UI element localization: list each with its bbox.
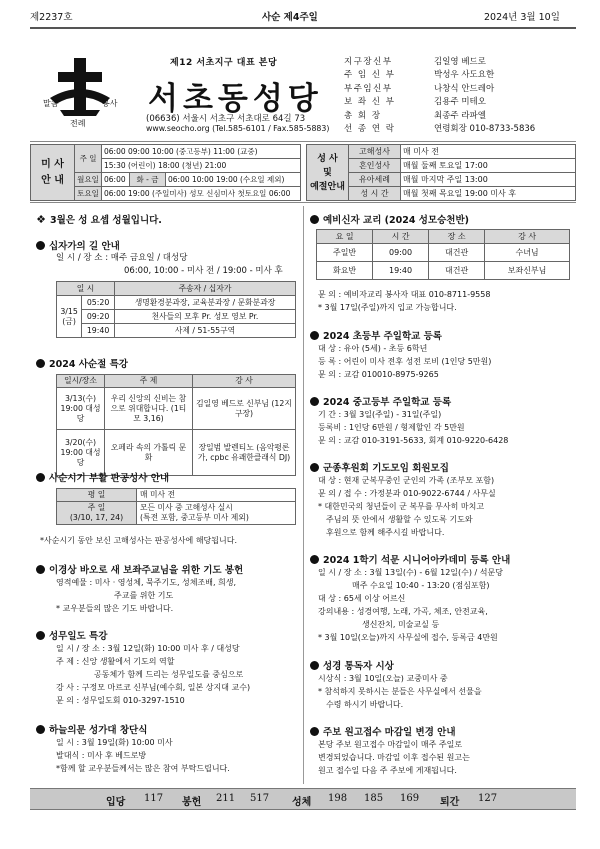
bullet-icon bbox=[36, 241, 45, 250]
bullet-icon bbox=[310, 727, 319, 736]
section-military-prayer: 군종후원회 기도모임 회원모집 bbox=[310, 460, 449, 474]
senior-note: * 3월 10일(오늘)까지 사무실에 접수, 등록금 4만원 bbox=[318, 633, 498, 642]
senior-content: 강의내용 : 성경여행, 노래, 가곡, 체조, 안전교육, bbox=[318, 607, 488, 616]
award-ceremony: 시상식 : 3월 10일(오늘) 교중미사 중 bbox=[318, 674, 448, 683]
entry-label: 입당 bbox=[106, 797, 126, 808]
highschool-fee: 등록비 : 1인당 6만원 / 형제할인 각 5만원 bbox=[318, 423, 465, 432]
star-icon: ❖ bbox=[36, 212, 46, 226]
stations-table: 일 시 주송자 / 십자가 3/15 (금) 05:20 생명환경분과장, 교육분과장 / 문화분과장 09:20 천사들의 모후 Pr. 성모 영보 Pr. 19:40 사제 / 51-55구역 bbox=[56, 281, 296, 338]
senior-time: 일 시 / 장 소 : 3월 13일(수) - 6월 12일(수) / 석문당 bbox=[318, 568, 503, 577]
header-divider bbox=[30, 141, 576, 142]
exit-label: 퇴간 bbox=[440, 797, 460, 808]
section-senior-academy: 2024 1학기 석문 시니어아카데미 등록 안내 bbox=[310, 552, 510, 566]
communion-value-3: 169 bbox=[400, 793, 420, 804]
parish-title: 서초동성당 bbox=[148, 81, 323, 117]
bullet-icon bbox=[36, 725, 45, 734]
statistics-footer bbox=[30, 788, 576, 810]
award-note-2: 수령 하시기 바랍니다. bbox=[326, 700, 404, 709]
section-joseph-month: ❖ 3월은 성 요셉 성월입니다. bbox=[36, 212, 162, 226]
office-contact: 문 의 : 성무일도회 010-3297-1510 bbox=[56, 696, 185, 705]
staff-row: 선 종 연 락 연령회장 010-8733-5836 bbox=[344, 123, 536, 134]
bullet-icon bbox=[36, 359, 45, 368]
district-subtitle: 제12 서초지구 대표 본당 bbox=[170, 58, 278, 68]
column-divider bbox=[303, 206, 304, 784]
section-lent-lecture: 2024 사순절 특강 bbox=[36, 356, 128, 370]
communion-value-1: 198 bbox=[328, 793, 348, 804]
choir-time: 일 시 : 3월 19일(화) 10:00 미사 bbox=[56, 738, 173, 747]
catechumen-contact: 문 의 : 예비자교리 봉사자 대표 010-8711-9558 bbox=[318, 290, 491, 299]
military-note-1: * 대한민국의 청년들이 군 복무를 무사히 마치고 bbox=[318, 502, 485, 511]
choir-ceremony: 발대식 : 미사 후 베드로방 bbox=[56, 751, 147, 760]
sacrament-table: 성 사 및 예절안내 고해성사 매 미사 전 혼인성사 매월 둘째 토요일 17:00 유아세례 매월 마지막 주일 13:00 성 시 간 매월 첫째 목요일 19:00 미사 후 bbox=[306, 144, 576, 201]
section-confession: 사순시기 부활 판공성사 안내 bbox=[36, 470, 169, 484]
military-note-2: 주님의 뜻 안에서 생활할 수 있도록 기도와 bbox=[326, 515, 473, 524]
elementary-registration: 등 록 : 어린이 미사 전후 성전 로비 (1인당 5만원) bbox=[318, 357, 492, 366]
bullet-icon bbox=[36, 631, 45, 640]
bullet-icon bbox=[36, 565, 45, 574]
bullet-icon bbox=[310, 397, 319, 406]
office-topic: 주 제 : 신앙 생활에서 기도의 역할 bbox=[56, 657, 175, 666]
mass-schedule-table: 미 사 안 내 주 일 06:00 09:00 10:00 (중고등부) 11:00 (교중) 15:30 (어린이) 18:00 (청년) 21:00 월요일 06:00 화 - 금 06:00 10:00 19:00 (수요일 제외) 토요일 06:00 19:00 (주일미사) 성모 신심미사 첫토요일 06:00 bbox=[30, 144, 301, 201]
catechumen-note: * 3월 17일(주일)까지 입교 가능합니다. bbox=[318, 303, 457, 312]
military-contact: 문 의 / 접 수 : 가정분과 010-9022-6744 / 사무실 bbox=[318, 489, 496, 498]
deadline-line-3: 원고 접수일 다음 주 주보에 게재됩니다. bbox=[318, 766, 457, 775]
deadline-line-2: 변경되었습니다. 마감일 이후 접수된 원고는 bbox=[318, 753, 470, 762]
logo-text-left: 말씀 bbox=[43, 99, 59, 108]
lecture-table: 일시/장소 주 제 강 사 3/13(수) 19:00 대성당 우리 신앙의 신비는 참으로 위대합니다. (1티모 3,16) 김일영 베드로 신부님 (12지구장) 3/20(수) 19:00 대성당 오페라 속의 가톨릭 문화 장일범 발렌티노 (음악평론가, cpbc 유쾌한클래식 DJ) bbox=[56, 374, 296, 476]
bullet-icon bbox=[310, 331, 319, 340]
military-target: 대 상 : 현재 군복무중인 군인의 가족 (조부모 포함) bbox=[318, 476, 495, 485]
military-note-3: 후원으로 함께 해주시길 바랍니다. bbox=[326, 528, 445, 537]
senior-content-2: 생신잔치, 미술교실 등 bbox=[362, 620, 440, 629]
section-catechumen: 예비신자 교리 (2024 성모승천반) bbox=[310, 212, 469, 226]
offering-label: 봉헌 bbox=[182, 797, 202, 808]
parish-address: (06636) 서울시 서초구 서초대로 64길 73 bbox=[146, 114, 306, 124]
section-bishop-prayer: 이경상 바오로 새 보좌주교님을 위한 기도 봉헌 bbox=[36, 562, 243, 576]
offering-value-2: 517 bbox=[250, 793, 270, 804]
highschool-contact: 문 의 : 교감 010-3191-5633, 회계 010-9220-6428 bbox=[318, 436, 509, 445]
elementary-contact: 문 의 : 교감 010010-8975-9265 bbox=[318, 370, 439, 379]
section-elementary-registration: 2024 초등부 주일학교 등록 bbox=[310, 328, 442, 342]
senior-target: 대 상 : 65세 이상 어르신 bbox=[318, 594, 406, 603]
communion-value-2: 185 bbox=[364, 793, 384, 804]
bullet-icon bbox=[310, 555, 319, 564]
communion-label: 성체 bbox=[292, 797, 312, 808]
office-topic-2: 공동체가 함께 드리는 성무일도를 중심으로 bbox=[94, 670, 244, 679]
section-bulletin-deadline: 주보 원고접수 마감일 변경 안내 bbox=[310, 724, 456, 738]
bullet-icon bbox=[310, 661, 319, 670]
stations-info: 일 시 / 장 소 : 매주 금요일 / 대성당 bbox=[56, 253, 188, 263]
staff-row: 부주임신부 나창식 안드레아 bbox=[344, 83, 495, 94]
staff-row: 총 회 장 최종주 라파엘 bbox=[344, 110, 486, 121]
bishop-offerings: 영적예물 : 미사 · 영성체, 묵주기도, 성체조배, 희생, bbox=[56, 578, 237, 587]
issue-number: 제2237호 bbox=[30, 12, 73, 23]
award-note-1: * 참석하지 못하시는 분들은 사무실에서 선물을 bbox=[318, 687, 482, 696]
parish-logo bbox=[30, 58, 130, 128]
bullet-icon bbox=[310, 215, 319, 224]
section-choir: 하늘의문 성가대 창단식 bbox=[36, 722, 147, 736]
liturgical-week: 사순 제4주일 bbox=[262, 12, 318, 23]
staff-row: 보 좌 신 부 김용주 미테오 bbox=[344, 97, 486, 108]
deadline-line-1: 본당 주보 원고접수 마감일이 매주 주일로 bbox=[318, 740, 463, 749]
section-highschool-registration: 2024 중고등부 주일학교 등록 bbox=[310, 394, 451, 408]
logo-text-right: 봉사 bbox=[102, 99, 118, 108]
staff-list bbox=[344, 55, 584, 135]
offering-value-1: 211 bbox=[216, 793, 236, 804]
entry-value: 117 bbox=[144, 793, 164, 804]
catechumen-table: 요 일 시 간 장 소 강 사 주일반 09:00 대건관 수녀님 화요반 19:40 대건관 보좌신부님 bbox=[316, 229, 570, 280]
bishop-note: * 교우분들의 많은 기도 바랍니다. bbox=[56, 604, 174, 613]
mass-label: 미 사 안 내 bbox=[31, 145, 75, 201]
elementary-target: 대 상 : 유아 (5세) - 초등 6학년 bbox=[318, 344, 428, 353]
section-stations-cross: 십자가의 길 안내 bbox=[36, 238, 120, 252]
section-bible-award: 성경 통독자 시상 bbox=[310, 658, 394, 672]
stations-times: 06:00, 10:00 - 미사 전 / 19:00 - 미사 후 bbox=[124, 266, 283, 276]
senior-time-2: 매주 수요일 10:40 - 13:20 (점심포함) bbox=[352, 581, 490, 590]
staff-row: 주 임 신 부 박성우 사도요한 bbox=[344, 70, 495, 81]
bullet-icon bbox=[36, 473, 45, 482]
section-divine-office: 성무일도 특강 bbox=[36, 628, 107, 642]
top-divider bbox=[30, 27, 576, 29]
bishop-offerings-2: 주교를 위한 기도 bbox=[114, 591, 174, 600]
highschool-period: 기 간 : 3월 3일(주일) - 31일(주일) bbox=[318, 410, 442, 419]
confession-table: 평 일 매 미사 전 주 일 (3/10, 17, 24) 모든 미사 중 고해성사 실시 (특전 포함, 중고등부 미사 제외) bbox=[56, 488, 296, 525]
office-time: 일 시 / 장 소 : 3월 12일(화) 10:00 미사 후 / 대성당 bbox=[56, 644, 240, 653]
bulletin-date: 2024년 3월 10일 bbox=[484, 12, 560, 23]
logo-text-bottom: 전례 bbox=[70, 119, 86, 128]
office-speaker: 강 사 : 구정모 마르코 신부님(예수회, 일본 상지대 교수) bbox=[56, 683, 251, 692]
staff-row: 지구장신부 김일영 베드로 bbox=[344, 57, 486, 67]
choir-note: *함께 할 교우분들께서는 많은 참여 부탁드립니다. bbox=[56, 764, 230, 773]
parish-contact: www.seocho.org (Tel.585-6101 / Fax.585-5883) bbox=[146, 124, 330, 133]
confession-note: *사순시기 동안 보신 고해성사는 판공성사에 해당됩니다. bbox=[40, 536, 237, 545]
sacrament-label: 성 사 및 예절안내 bbox=[307, 145, 349, 201]
exit-value: 127 bbox=[478, 793, 498, 804]
top-bar bbox=[0, 0, 600, 28]
schedule-divider bbox=[30, 202, 576, 203]
bullet-icon bbox=[310, 463, 319, 472]
